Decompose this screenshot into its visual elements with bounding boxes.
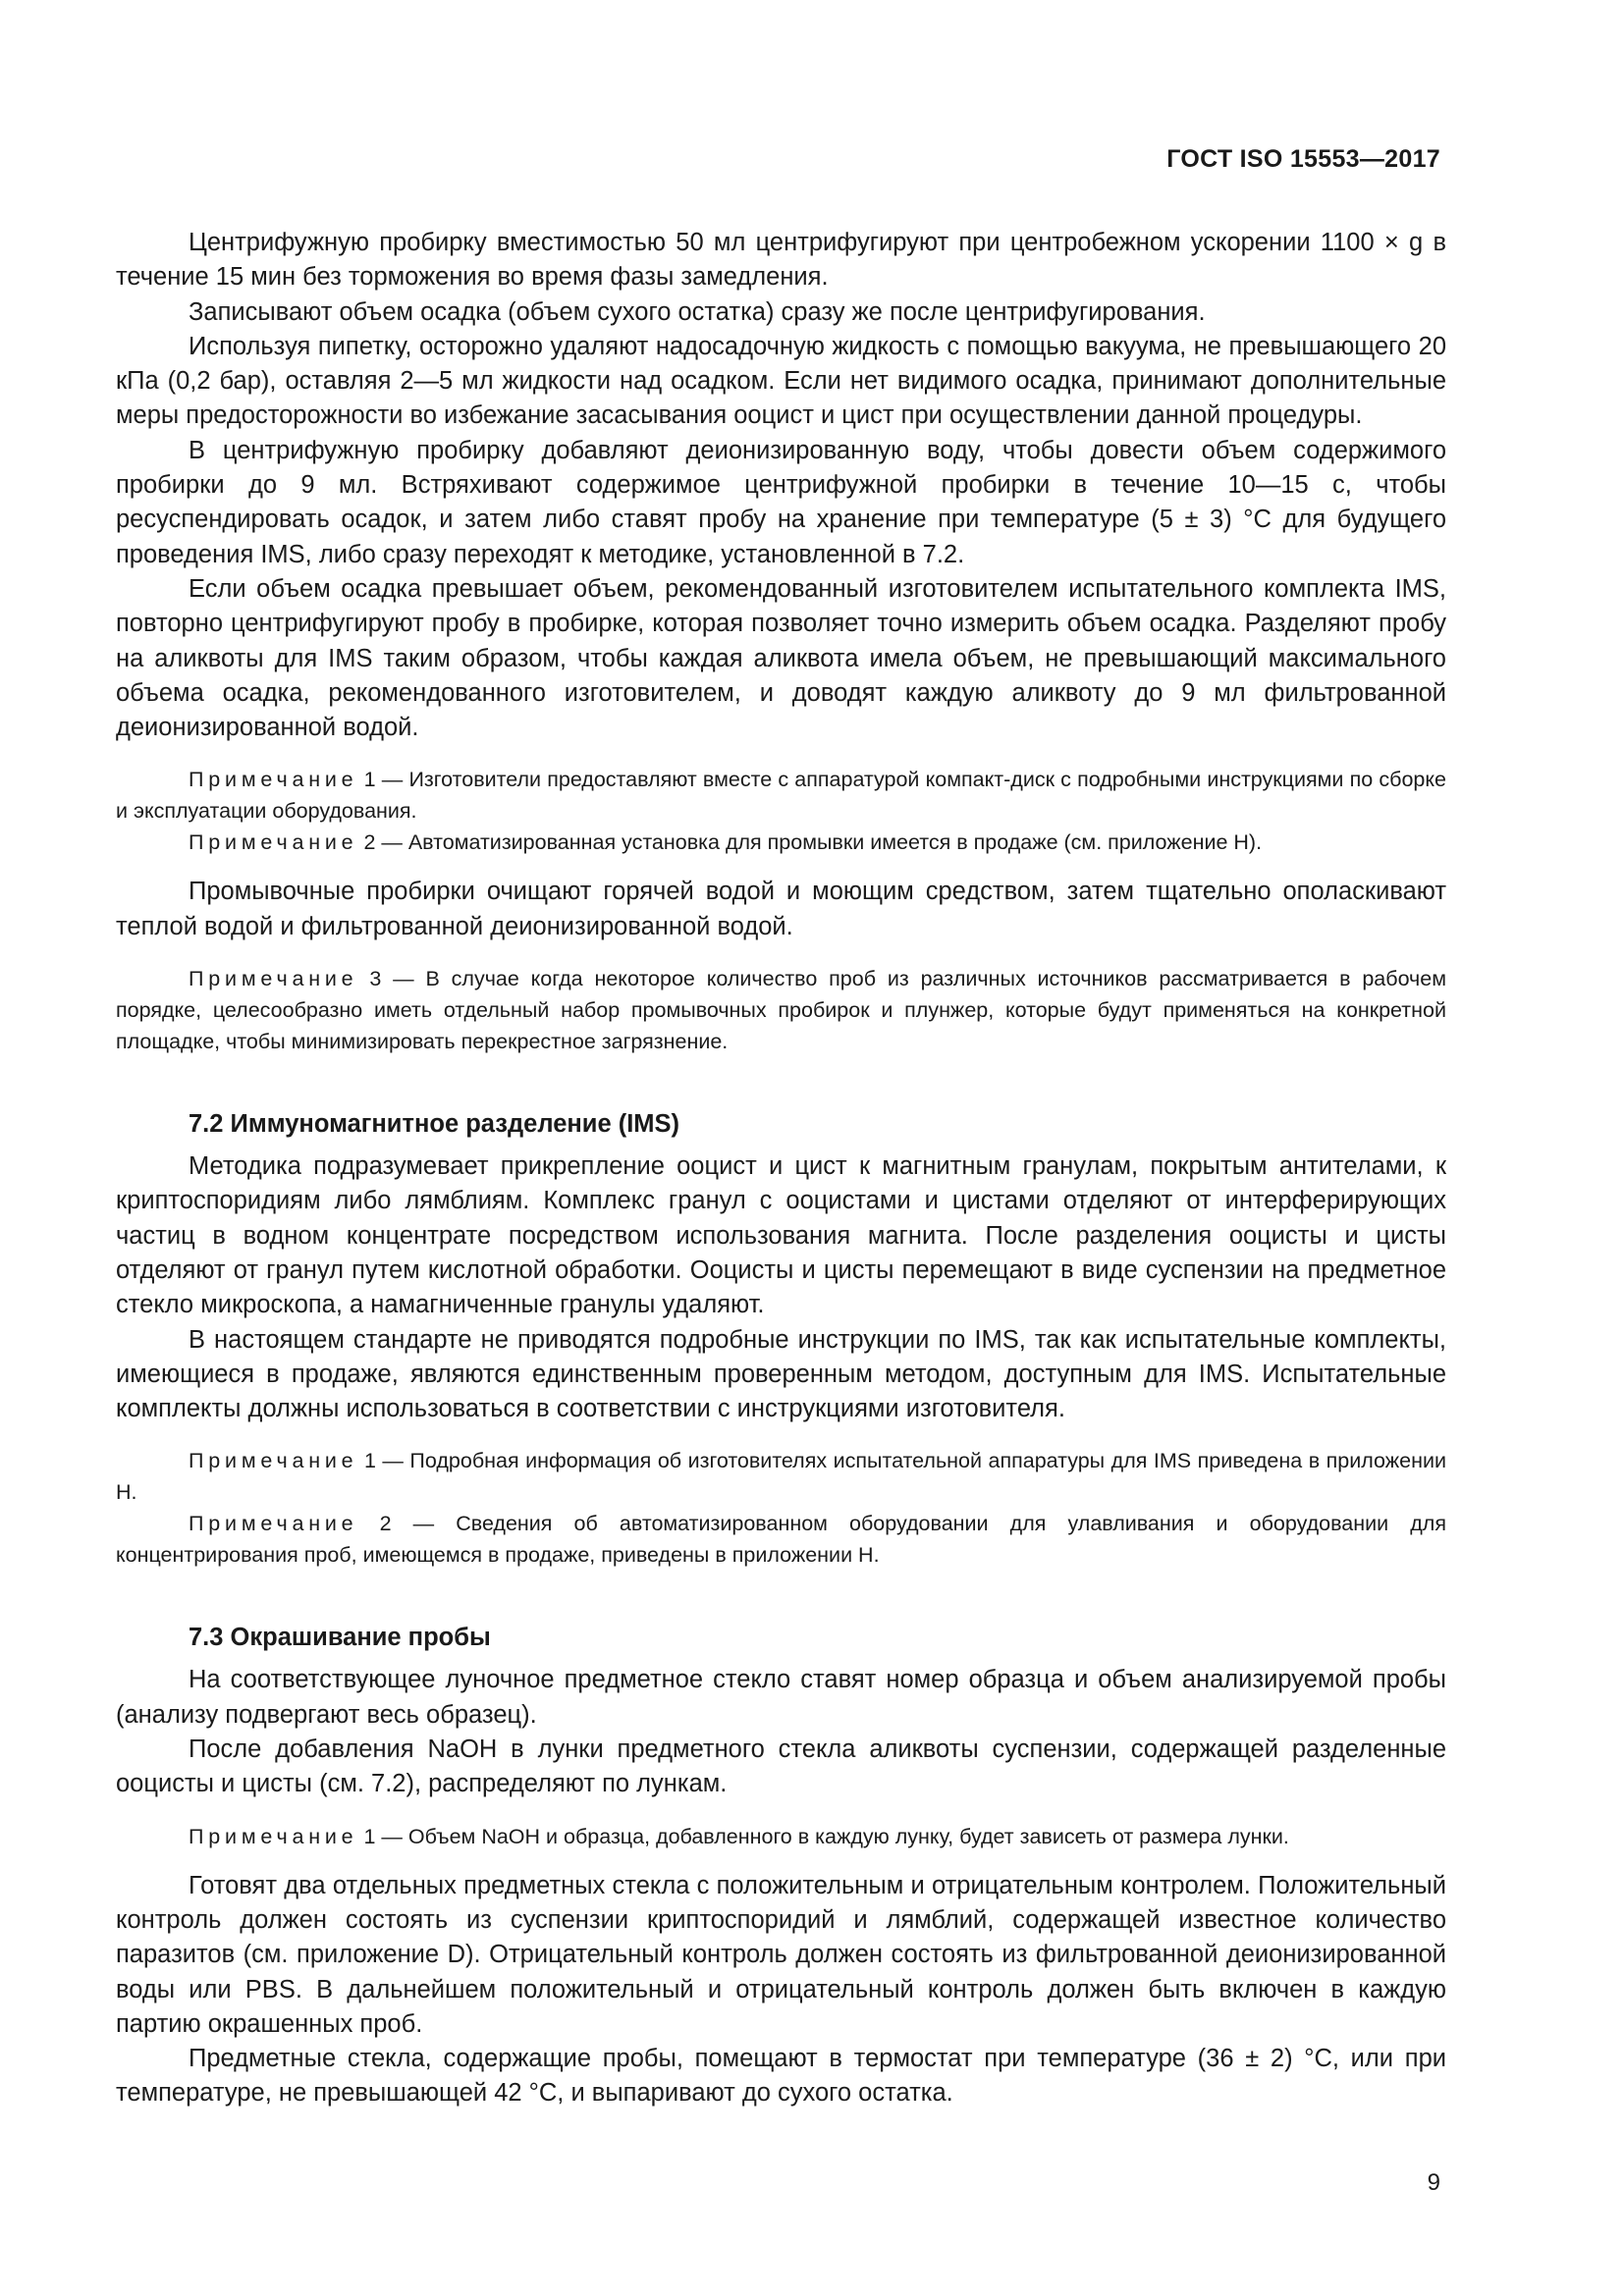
paragraph: Предметные стекла, содержащие пробы, помещают в термостат при температуре (36 ± 2) °С, или при температуре, не превышающей 42 °С, и выпаривают до сухого остатка.: [116, 2045, 1446, 2108]
note-text: 1 — Подробная информация об изготовителях испытательной аппаратуры для IMS приведена в приложении Н.: [116, 1449, 1446, 1505]
note-text: 2 — Автоматизированная установка для промывки имеется в продаже (см. приложение Н).: [363, 830, 1263, 855]
paragraph: Если объем осадка превышает объем, рекомендованный изготовителем испытательного комплекта IMS, повторно центрифугируют пробу в пробирке, которая позволяет точно измерить объем осадка. Разделяют пробу на аликвоты для IMS таким образом, чтобы каждая аликвота имела объем, не превышающий максимального объема осадка, рекомендованного изготовителем, и доводят каждую аликвоту до 9 мл фильтрованной деионизированной водой.: [116, 574, 1446, 742]
notes-group: [116, 963, 1446, 1057]
paragraph: Готовят два отдельных предметных стекла с положительным и отрицательным контролем. Положительный контроль должен состоять из суспензии криптоспоридий и лямблий, содержащей известное количество паразитов (см. приложение D). Отрицательный контроль должен состоять из фильтрованной деионизированной воды или PBS. В дальнейшем положительный и отрицательный контроль должен быть включен в каждую партию окрашенных проб.: [116, 1871, 1446, 2038]
paragraph: После добавления NaOH в лунки предметного стекла аликвоты суспензии, содержащей разделенные ооцисты и цисты (см. 7.2), распределяют по лункам.: [116, 1735, 1446, 1798]
note-label: Примечание: [189, 1449, 358, 1473]
note: [116, 1821, 1446, 1852]
note-text: 3 — В случае когда некоторое количество проб из различных источников рассматривается в рабочем порядке, целесообразно иметь отдельный набор промывочных пробирок и плунжер, которые будут применяться на конкретной площадке, чтобы минимизировать перекрестное загрязнение.: [116, 967, 1446, 1054]
note: [116, 764, 1446, 827]
note: [116, 1445, 1446, 1508]
paragraph: Используя пипетку, осторожно удаляют надосадочную жидкость с помощью вакуума, не превышающего 20 кПа (0,2 бар), оставляя 2—5 мл жидкости над осадком. Если нет видимого осадка, принимают дополнительные меры предосторожности во избежание засасывания ооцист и цист при осуществлении данной процедуры.: [116, 332, 1446, 430]
note-text: 1 — Объем NaOH и образца, добавленного в каждую лунку, будет зависеть от размера лунки.: [363, 1824, 1289, 1848]
note-label: Примечание: [189, 768, 358, 792]
note-label: Примечание: [189, 967, 358, 991]
section-heading-7-3: 7.3 Окрашивание пробы: [189, 1624, 491, 1652]
page-content: [116, 226, 1446, 2111]
paragraph: Записывают объем осадка (объем сухого остатка) сразу же после центрифугирования.: [189, 297, 1206, 326]
note: [116, 827, 1446, 858]
notes-group: [116, 1445, 1446, 1571]
paragraph: На соответствующее луночное предметное стекло ставят номер образца и объем анализируемой пробы (анализу подвергают весь образец).: [116, 1666, 1446, 1729]
section-heading-7-2: 7.2 Иммуномагнитное разделение (IMS): [189, 1110, 680, 1139]
paragraph: В настоящем стандарте не приводятся подробные инструкции по IMS, так как испытательные комплекты, имеющиеся в продаже, являются единственным проверенным методом, доступным для IMS. Испытательные комплекты должны использоваться в соответствии с инструкциями изготовителя.: [116, 1325, 1446, 1423]
note-label: Примечание: [189, 1512, 358, 1536]
note-text: 1 — Изготовители предоставляют вместе с аппаратурой компакт-диск с подробными инструкциями по сборке и эксплуатации оборудования.: [116, 768, 1446, 824]
note-text: 2 — Сведения об автоматизированном оборудовании для улавливания и оборудовании для концентрирования проб, имеющемся в продаже, приведены в приложении Н.: [116, 1512, 1446, 1568]
paragraph: В центрифужную пробирку добавляют деионизированную воду, чтобы довести объем содержимого пробирки до 9 мл. Встряхивают содержимое центрифужной пробирки в течение 10—15 с, чтобы ресуспендировать осадок, и затем либо ставят пробу на хранение при температуре (5 ± 3) °С для будущего проведения IMS, либо сразу переходят к методике, установленной в 7.2.: [116, 436, 1446, 568]
note-label: Примечание: [189, 1824, 358, 1848]
paragraph: Методика подразумевает прикрепление ооцист и цист к магнитным гранулам, покрытым антителами, к криптоспоридиям либо лямблиям. Комплекс гранул с ооцистами и цистами отделяют от интерферирующих частиц в водном концентрате посредством использования магнита. После разделения ооцисты и цисты отделяют от гранул путем кислотной обработки. Ооцисты и цисты перемещают в виде суспензии на предметное стекло микроскопа, а намагниченные гранулы удаляют.: [116, 1152, 1446, 1319]
notes-group: [116, 764, 1446, 858]
page-number: 9: [1427, 2169, 1440, 2196]
note-label: Примечание: [189, 830, 358, 855]
document-header: ГОСТ ISO 15553—2017: [1166, 145, 1440, 173]
paragraph: Промывочные пробирки очищают горячей водой и моющим средством, затем тщательно ополаскивают теплой водой и фильтрованной деионизированной водой.: [116, 878, 1446, 940]
paragraph: Центрифужную пробирку вместимостью 50 мл центрифугируют при центробежном ускорении 1100 × g в течение 15 мин без торможения во время фазы замедления.: [116, 229, 1446, 292]
note: [116, 1508, 1446, 1571]
notes-group: [116, 1821, 1446, 1852]
note: [116, 963, 1446, 1057]
